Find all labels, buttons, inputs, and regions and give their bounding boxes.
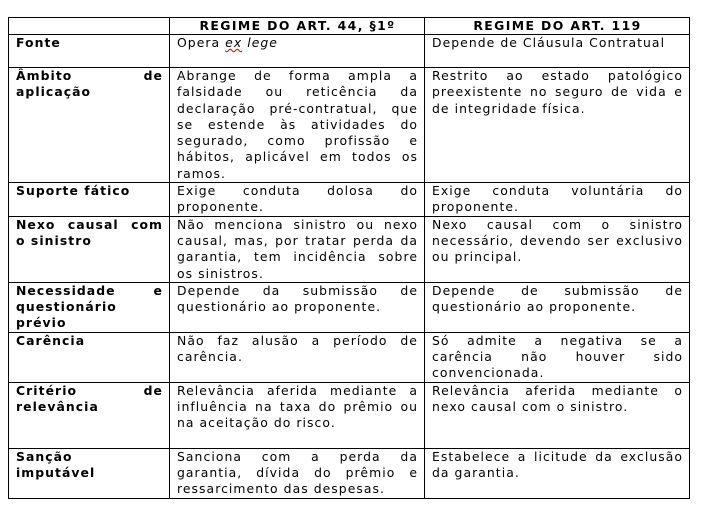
table-row-criterio: [9, 382, 690, 448]
header-empty: [9, 18, 170, 35]
table-row-ambito: [9, 68, 690, 183]
label-part: Sanção imputável: [16, 448, 96, 480]
cell-art44: Não menciona sinistro ou nexo causal, mas, por tratar perda da garantia, tem incidência sobre os sinistros.: [170, 216, 425, 282]
cell-art44: Relevância aferida mediante a influência na taxa do prêmio ou na aceitação do risco.: [170, 382, 425, 448]
italic-text: lege: [242, 35, 278, 50]
cell-art119: Nexo causal com o sinistro necessário, devendo ser exclusivo ou principal.: [425, 216, 690, 282]
header-art119: REGIME DO ART. 119: [425, 18, 690, 35]
row-label: [9, 282, 170, 332]
cell-art119: Estabelece a licitude da exclusão da garantia.: [425, 448, 690, 498]
row-label: [9, 382, 170, 448]
cell-art119: Só admite a negativa se a carência não houver sido convencionada.: [425, 332, 690, 382]
label-part: Necessidade: [16, 282, 116, 298]
row-label: [9, 448, 170, 498]
cell-art119: Relevância aferida mediante o nexo causal com o sinistro.: [425, 382, 690, 448]
row-label: Suporte fático: [9, 183, 170, 217]
header-art44: REGIME DO ART. 44, §1º: [170, 18, 425, 35]
label-part: questionário prévio: [16, 299, 117, 331]
row-label: Nexo causal com o sinistro: [9, 216, 170, 282]
label-part: e: [153, 282, 163, 298]
table-row-fonte: [9, 35, 690, 68]
table-row-nexo: [9, 216, 690, 282]
row-label: [9, 68, 170, 183]
label-part: aplicação: [16, 84, 92, 100]
cell-art44: Depende da submissão de questionário ao proponente.: [170, 282, 425, 332]
cell-art119: Depende de Cláusula Contratual: [425, 35, 690, 68]
spellcheck-word: ex: [225, 35, 243, 50]
row-label: Fonte: [9, 35, 170, 68]
cell-art44: [170, 35, 425, 68]
cell-art44: Não faz alusão a período de carência.: [170, 332, 425, 382]
label-part: de: [143, 382, 163, 398]
table-row-carencia: [9, 332, 690, 382]
table-row-suporte: [9, 183, 690, 217]
cell-art119: Depende de submissão de questionário ao proponente.: [425, 282, 690, 332]
comparison-table: [8, 17, 690, 499]
table-row-necessidade: [9, 282, 690, 332]
label-part: Âmbito: [16, 68, 73, 83]
header-row: [9, 18, 690, 35]
cell-art119: Restrito ao estado patológico preexistente no seguro de vida e de integridade física.: [425, 68, 690, 183]
cell-text: Opera: [177, 35, 226, 50]
label-part: de: [143, 68, 163, 83]
cell-art44: Exige conduta dolosa do proponente.: [170, 183, 425, 217]
label-part: Critério: [16, 382, 78, 398]
row-label: Carência: [9, 332, 170, 382]
label-part: relevância: [16, 398, 99, 414]
cell-art119: Exige conduta voluntária do proponente.: [425, 183, 690, 217]
cell-art44: Sanciona com a perda da garantia, dívida do prêmio e ressarcimento das despesas.: [170, 448, 425, 498]
cell-art44: Abrange de forma ampla a falsidade ou reticência da declaração pré-contratual, que se estende às atividades do segurado, como profissão e hábitos, aplicável em todos os ramos.: [170, 68, 425, 183]
table-row-sancao: [9, 448, 690, 498]
